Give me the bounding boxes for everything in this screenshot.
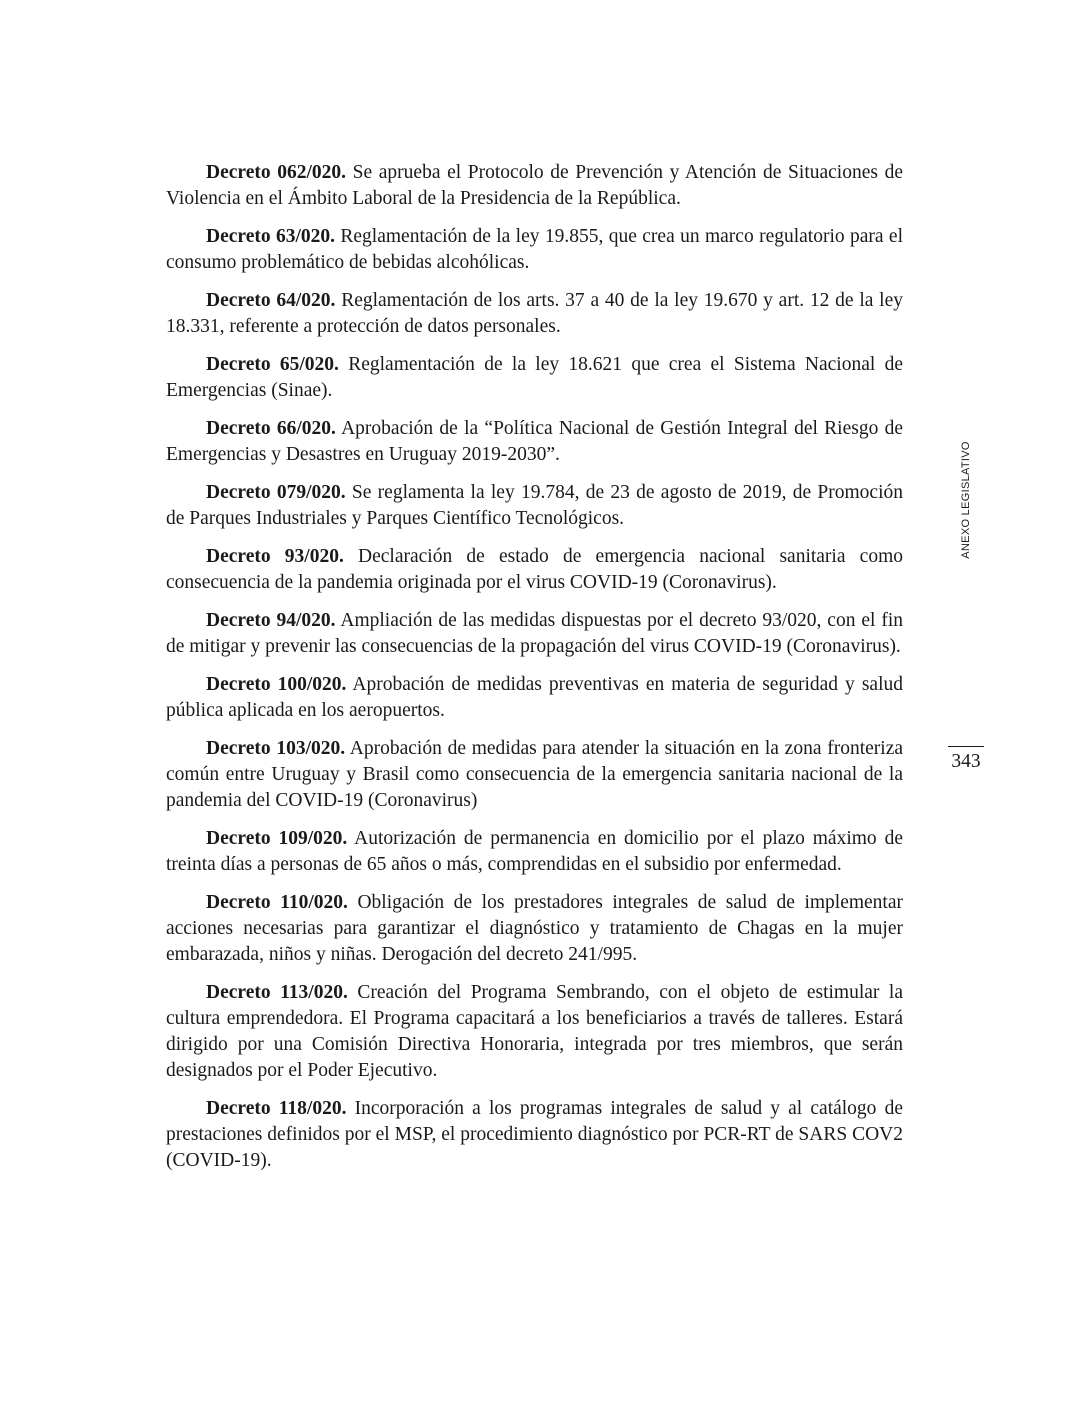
decree-description: Ampliación de las medidas dispuestas por el decreto 93/020, con el fin de mitigar y prevenir las consecuencias de la propagación del virus COVID-19 (Coronavirus). xyxy=(166,610,903,657)
decree-description: Reglamentación de la ley 18.621 que crea el Sistema Nacional de Emergencias (Sinae). xyxy=(166,354,903,401)
decree-list xyxy=(166,160,903,1186)
decree-entry xyxy=(166,160,903,212)
decree-number: Decreto 062/020. xyxy=(206,162,347,183)
decree-description: Se aprueba el Protocolo de Prevención y Atención de Situaciones de Violencia en el Ámbito Laboral de la Presidencia de la República. xyxy=(166,162,903,209)
decree-description: Obligación de los prestadores integrales de salud de implementar acciones necesarias para garantizar el diagnóstico y tratamiento de Chagas en la mujer embarazada, niños y niñas. Derogación del decreto 241/995. xyxy=(166,892,903,965)
decree-entry xyxy=(166,608,903,660)
decree-description: Reglamentación de la ley 19.855, que crea un marco regulatorio para el consumo problemático de bebidas alcohólicas. xyxy=(166,226,904,273)
decree-description: Incorporación a los programas integrales de salud y al catálogo de prestaciones definidos por el MSP, el procedimiento diagnóstico por PCR-RT de SARS COV2 (COVID-19). xyxy=(166,1098,903,1171)
decree-entry xyxy=(166,224,903,276)
page-number-rule xyxy=(948,746,984,747)
decree-number: Decreto 079/020. xyxy=(206,482,346,503)
decree-description: Aprobación de medidas para atender la situación en la zona fronteriza común entre Uruguay y Brasil como consecuencia de la emergencia sanitaria nacional de la pandemia del COVID-19 (Coronavirus) xyxy=(166,738,904,811)
section-side-label: ANEXO LEGISLATIVO xyxy=(960,441,972,559)
decree-description: Se reglamenta la ley 19.784, de 23 de agosto de 2019, de Promoción de Parques Industriales y Parques Científico Tecnológicos. xyxy=(166,482,904,529)
decree-entry xyxy=(166,826,903,878)
decree-number: Decreto 64/020. xyxy=(206,290,336,311)
decree-entry xyxy=(166,288,903,340)
decree-entry xyxy=(166,480,903,532)
decree-number: Decreto 118/020. xyxy=(206,1098,347,1119)
decree-number: Decreto 93/020. xyxy=(206,546,344,567)
decree-description: Aprobación de medidas preventivas en materia de seguridad y salud pública aplicada en los aeropuertos. xyxy=(166,674,903,721)
decree-number: Decreto 103/020. xyxy=(206,738,346,759)
decree-entry xyxy=(166,890,903,968)
decree-entry xyxy=(166,980,903,1084)
decree-entry xyxy=(166,1096,903,1174)
decree-description: Aprobación de la “Política Nacional de Gestión Integral del Riesgo de Emergencias y Desastres en Uruguay 2019-2030”. xyxy=(166,418,903,465)
decree-description: Autorización de permanencia en domicilio por el plazo máximo de treinta días a personas de 65 años o más, comprendidas en el subsidio por enfermedad. xyxy=(166,828,904,875)
page-number: 343 xyxy=(951,751,981,772)
decree-number: Decreto 63/020. xyxy=(206,226,336,247)
decree-number: Decreto 94/020. xyxy=(206,610,336,631)
decree-number: Decreto 109/020. xyxy=(206,828,348,849)
decree-entry xyxy=(166,672,903,724)
decree-entry xyxy=(166,352,903,404)
decree-entry xyxy=(166,736,903,814)
decree-description: Reglamentación de los arts. 37 a 40 de la ley 19.670 y art. 12 de la ley 18.331, referente a protección de datos personales. xyxy=(166,290,904,337)
decree-number: Decreto 65/020. xyxy=(206,354,339,375)
decree-entry xyxy=(166,544,903,596)
decree-number: Decreto 66/020. xyxy=(206,418,336,439)
decree-description: Declaración de estado de emergencia nacional sanitaria como consecuencia de la pandemia originada por el virus COVID-19 (Coronavirus). xyxy=(166,546,903,593)
decree-entry xyxy=(166,416,903,468)
decree-number: Decreto 100/020. xyxy=(206,674,347,695)
decree-description: Creación del Programa Sembrando, con el objeto de estimular la cultura emprendedora. El Programa capacitará a los beneficiarios a través de talleres. Estará dirigido por una Comisión Directiva Honoraria, integrada por tres miembros, que serán designados por el Poder Ejecutivo. xyxy=(166,982,904,1081)
decree-number: Decreto 110/020. xyxy=(206,892,348,913)
decree-number: Decreto 113/020. xyxy=(206,982,348,1003)
